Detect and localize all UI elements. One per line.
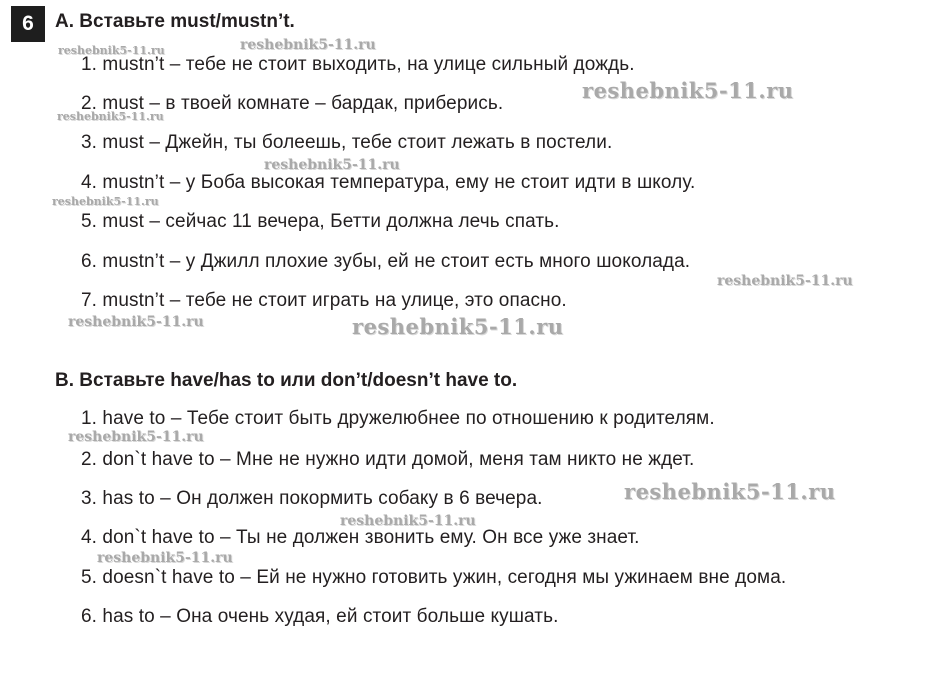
section-a-item-3: 3. must – Джейн, ты болеешь, тебе стоит лежать в постели. <box>81 132 613 153</box>
section-b-item-1: 1. have to – Тебе стоит быть дружелюбнее по отношению к родителям. <box>81 408 715 429</box>
watermark: reshebnik5-11.ru <box>717 273 853 289</box>
section-b-item-4: 4. don`t have to – Ты не должен звонить ему. Он все уже знает. <box>81 527 640 548</box>
watermark: reshebnik5-11.ru <box>58 44 165 57</box>
section-b-item-6: 6. has to – Она очень худая, ей стоит больше кушать. <box>81 606 559 627</box>
watermark: reshebnik5-11.ru <box>340 513 476 529</box>
watermark: reshebnik5-11.ru <box>624 479 836 504</box>
watermark: reshebnik5-11.ru <box>264 157 400 173</box>
section-b-item-5: 5. doesn`t have to – Ей не нужно готовить ужин, сегодня мы ужинаем вне дома. <box>81 567 787 588</box>
section-b-item-2: 2. don`t have to – Мне не нужно идти домой, меня там никто не ждет. <box>81 449 695 470</box>
section-a-item-7: 7. mustn’t – тебе не стоит играть на улице, это опасно. <box>81 290 567 311</box>
watermark: reshebnik5-11.ru <box>97 550 233 566</box>
section-a-title: A. Вставьте must/mustn’t. <box>55 11 295 32</box>
section-a-item-1: 1. mustn’t – тебе не стоит выходить, на улице сильный дождь. <box>81 54 635 75</box>
watermark: reshebnik5-11.ru <box>68 314 204 330</box>
section-a-item-4: 4. mustn’t – у Боба высокая температура, ему не стоит идти в школу. <box>81 172 696 193</box>
section-a-item-2: 2. must – в твоей комнате – бардак, приберись. <box>81 93 504 114</box>
section-a-item-5: 5. must – сейчас 11 вечера, Бетти должна лечь спать. <box>81 211 560 232</box>
watermark: reshebnik5-11.ru <box>52 195 159 208</box>
exercise-number-badge: 6 <box>11 6 45 42</box>
section-b-title: B. Вставьте have/has to или don’t/doesn’t have to. <box>55 370 518 391</box>
watermark: reshebnik5-11.ru <box>240 37 376 53</box>
watermark: reshebnik5-11.ru <box>582 78 794 103</box>
section-a-item-6: 6. mustn’t – у Джилл плохие зубы, ей не стоит есть много шоколада. <box>81 251 691 272</box>
section-b-item-3: 3. has to – Он должен покормить собаку в 6 вечера. <box>81 488 543 509</box>
watermark: reshebnik5-11.ru <box>352 314 564 339</box>
watermark: reshebnik5-11.ru <box>57 110 164 123</box>
watermark: reshebnik5-11.ru <box>68 429 204 445</box>
